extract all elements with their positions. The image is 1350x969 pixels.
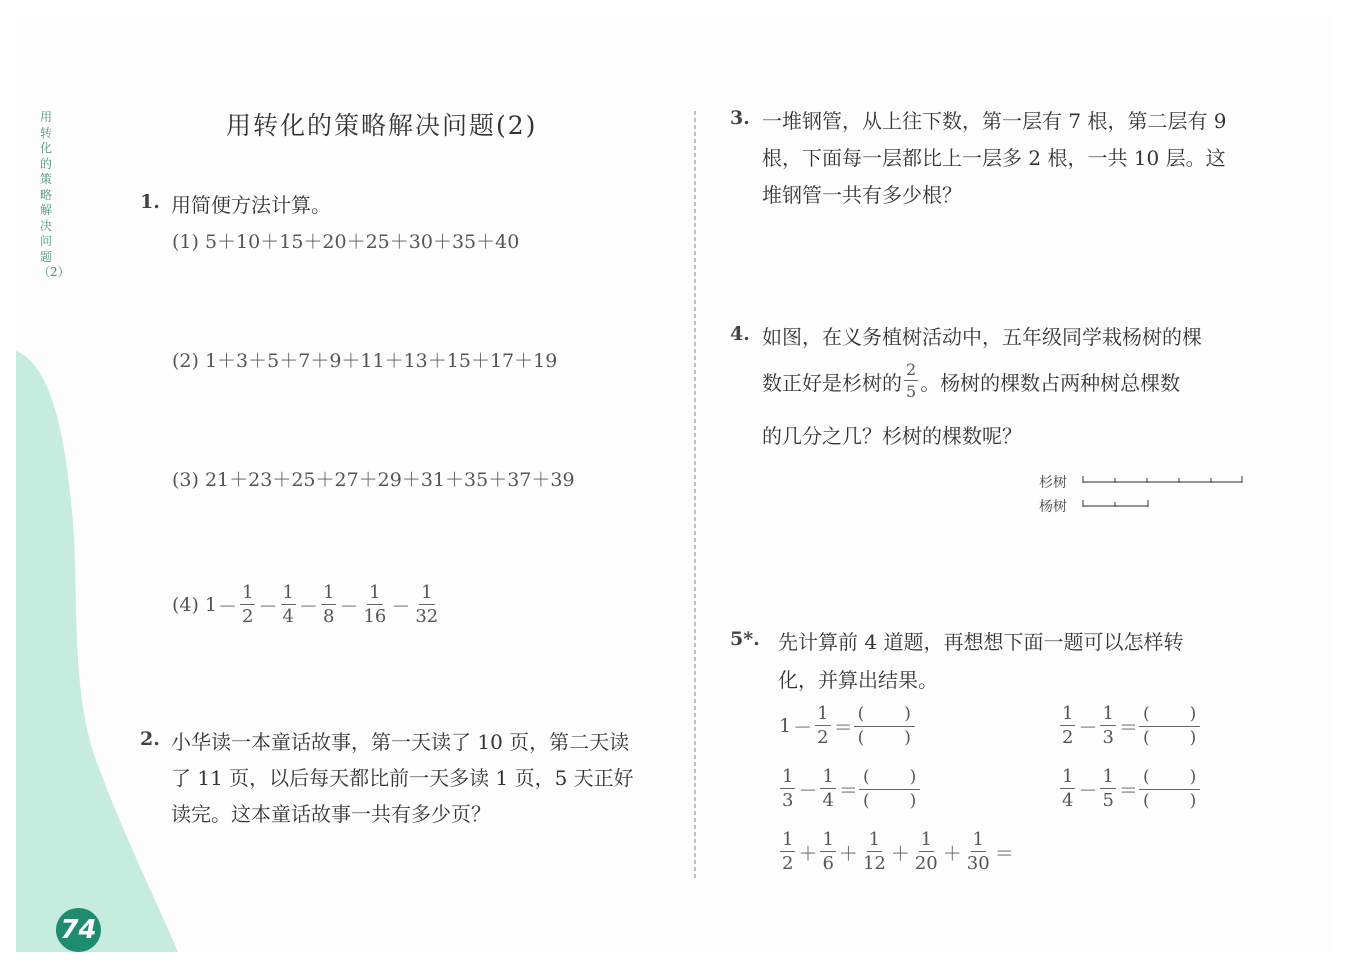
q5-line-1: 先计算前 4 道题，再想想下面一题可以怎样转 bbox=[778, 630, 1184, 654]
q2-line-2: 了 11 页，以后每天都比前一天多读 1 页，5 天正好 bbox=[171, 766, 634, 790]
yang-tree-segment bbox=[1082, 498, 1150, 512]
denominator: 16 bbox=[363, 606, 387, 627]
side-title: 用转化的策略解决问题（2） bbox=[38, 110, 70, 279]
fraction bbox=[1060, 768, 1075, 810]
numerator: 1 bbox=[322, 582, 335, 603]
paren-open: ( bbox=[1142, 727, 1150, 748]
answer-blank bbox=[1139, 703, 1200, 748]
q5-equation-2 bbox=[1058, 705, 1200, 747]
fraction bbox=[780, 831, 795, 873]
fraction bbox=[1060, 705, 1075, 747]
q1-item-3 bbox=[172, 465, 575, 492]
denominator: 5 bbox=[906, 382, 917, 401]
q5-equation-4 bbox=[1058, 768, 1200, 810]
denominator-blank bbox=[1139, 790, 1200, 810]
paren-close: ) bbox=[909, 766, 917, 787]
numerator: 1 bbox=[1102, 766, 1114, 787]
item-expr: 1＋3＋5＋7＋9＋11＋13＋15＋17＋19 bbox=[204, 350, 558, 372]
paren-close: ) bbox=[1189, 703, 1197, 724]
q3-line-3: 堆钢管一共有多少根？ bbox=[762, 183, 962, 207]
denominator: 6 bbox=[822, 853, 834, 874]
q5-equation-1 bbox=[778, 705, 915, 747]
numerator: 1 bbox=[972, 829, 984, 850]
fraction bbox=[820, 831, 835, 873]
answer-blank bbox=[1139, 766, 1200, 811]
minus-sign: － bbox=[258, 595, 278, 618]
denominator-blank bbox=[859, 790, 920, 810]
fraction bbox=[1100, 768, 1115, 810]
minus-sign: － bbox=[1078, 716, 1098, 739]
q1-number: 1. bbox=[140, 191, 160, 213]
plus-sign: ＋ bbox=[838, 842, 858, 865]
plus-sign: ＋ bbox=[890, 842, 910, 865]
equals-sign: ＝ bbox=[1118, 716, 1138, 739]
paren-close: ) bbox=[1189, 727, 1197, 748]
paren-open: ( bbox=[1142, 790, 1150, 811]
fraction bbox=[780, 768, 795, 810]
numerator-blank bbox=[1139, 703, 1200, 727]
q4-line-1: 如图，在义务植树活动中，五年级同学栽杨树的棵 bbox=[762, 325, 1202, 349]
denominator: 30 bbox=[966, 853, 990, 874]
item-expr: 21＋23＋25＋27＋29＋31＋35＋37＋39 bbox=[204, 469, 575, 491]
denominator: 5 bbox=[1102, 790, 1114, 811]
numerator: 1 bbox=[782, 766, 794, 787]
q3-line-1: 一堆钢管，从上往下数，第一层有 7 根，第二层有 9 bbox=[762, 109, 1227, 133]
equals-sign: ＝ bbox=[994, 842, 1014, 865]
numerator: 1 bbox=[782, 829, 794, 850]
fraction bbox=[240, 584, 255, 626]
numerator-blank bbox=[854, 703, 915, 727]
fraction bbox=[861, 831, 888, 873]
numerator: 1 bbox=[421, 582, 433, 603]
numerator: 1 bbox=[369, 582, 381, 603]
numerator-blank bbox=[859, 766, 920, 790]
q2-line-1: 小华读一本童话故事，第一天读了 10 页，第二天读 bbox=[171, 730, 630, 754]
item-label: (2) bbox=[172, 350, 199, 372]
paren-open: ( bbox=[1142, 703, 1150, 724]
equals-sign: ＝ bbox=[1118, 779, 1138, 802]
denominator: 2 bbox=[817, 727, 829, 748]
item-lead: 1 bbox=[204, 594, 218, 616]
fraction bbox=[913, 831, 940, 873]
denominator: 4 bbox=[822, 790, 834, 811]
paren-close: ) bbox=[904, 727, 911, 748]
denominator: 12 bbox=[862, 853, 886, 874]
numerator: 1 bbox=[822, 766, 834, 787]
q1-item-1 bbox=[172, 227, 519, 254]
numerator: 1 bbox=[817, 703, 829, 724]
numerator: 1 bbox=[1062, 766, 1074, 787]
paren-close: ) bbox=[1189, 790, 1197, 811]
numerator: 1 bbox=[242, 582, 254, 603]
plus-sign: ＋ bbox=[942, 842, 962, 865]
q4-line-3: 的几分之几？杉树的棵数呢？ bbox=[762, 424, 1022, 448]
workbook-page bbox=[16, 16, 1332, 952]
paren-close: ) bbox=[904, 703, 911, 724]
denominator: 3 bbox=[782, 790, 794, 811]
numerator: 1 bbox=[920, 829, 933, 850]
q3-number: 3. bbox=[730, 107, 750, 129]
numerator: 2 bbox=[906, 360, 917, 379]
minus-sign: － bbox=[339, 595, 359, 618]
numerator: 1 bbox=[822, 829, 834, 850]
item-label: (3) bbox=[172, 469, 199, 491]
lead-number: 1 bbox=[779, 715, 792, 737]
fraction-two-fifths bbox=[904, 362, 918, 400]
minus-sign: － bbox=[298, 595, 318, 618]
plus-sign: ＋ bbox=[798, 842, 818, 865]
q5-sum-expression bbox=[778, 831, 1015, 873]
answer-blank bbox=[859, 766, 920, 811]
q1-text: 用简便方法计算。 bbox=[171, 193, 331, 217]
page-number-badge: 74 bbox=[56, 908, 101, 952]
page-title: 用转化的策略解决问题(2) bbox=[226, 111, 538, 140]
shan-tree-label: 杉树 bbox=[1039, 475, 1067, 491]
denominator: 32 bbox=[415, 606, 439, 627]
q4-line-2 bbox=[762, 362, 1180, 400]
fraction bbox=[815, 705, 830, 747]
denominator: 4 bbox=[1062, 790, 1074, 811]
item-expr: 5＋10＋15＋20＋25＋30＋35＋40 bbox=[204, 231, 520, 253]
numerator: 1 bbox=[868, 829, 881, 850]
denominator: 3 bbox=[1102, 727, 1114, 748]
denominator: 2 bbox=[1062, 727, 1074, 748]
paren-open: ( bbox=[862, 766, 870, 787]
numerator: 1 bbox=[282, 582, 294, 603]
shan-tree-segment bbox=[1082, 474, 1244, 488]
paren-close: ) bbox=[909, 790, 917, 811]
numerator: 1 bbox=[1062, 703, 1074, 724]
denominator: 2 bbox=[782, 853, 794, 874]
fraction bbox=[361, 584, 388, 626]
minus-sign: － bbox=[218, 595, 238, 618]
q5-equation-3 bbox=[778, 768, 920, 810]
denominator: 4 bbox=[282, 606, 294, 627]
q3-line-2: 根，下面每一层都比上一层多 2 根，一共 10 层。这 bbox=[762, 146, 1226, 170]
denominator-blank bbox=[1139, 727, 1200, 747]
q4-line-2-end: 。杨树的棵数占两种树总棵数 bbox=[920, 370, 1181, 395]
fraction bbox=[321, 584, 336, 626]
item-label: (1) bbox=[172, 231, 199, 253]
paren-open: ( bbox=[862, 790, 870, 811]
numerator-blank bbox=[1139, 766, 1200, 790]
fraction bbox=[820, 768, 835, 810]
minus-sign: － bbox=[793, 716, 813, 739]
minus-sign: － bbox=[798, 779, 818, 802]
q1-item-2 bbox=[172, 346, 557, 373]
minus-sign: － bbox=[391, 595, 411, 618]
q5-line-2: 化，并算出结果。 bbox=[778, 668, 938, 692]
q2-line-3: 读完。这本童话故事一共有多少页？ bbox=[171, 802, 491, 826]
minus-sign: － bbox=[1078, 779, 1098, 802]
yang-tree-label: 杨树 bbox=[1039, 499, 1067, 515]
q4-number: 4. bbox=[730, 323, 750, 345]
paren-open: ( bbox=[1142, 766, 1150, 787]
denominator: 20 bbox=[914, 853, 938, 874]
fraction bbox=[413, 584, 440, 626]
q5-number: 5*. bbox=[730, 628, 760, 650]
paren-open: ( bbox=[857, 703, 865, 724]
numerator: 1 bbox=[1102, 703, 1114, 724]
equals-sign: ＝ bbox=[833, 716, 853, 739]
denominator-blank bbox=[854, 727, 915, 747]
q4-line-2-start: 数正好是杉树的 bbox=[762, 370, 902, 395]
q1-item-4 bbox=[172, 584, 442, 626]
denominator: 8 bbox=[322, 606, 335, 627]
fraction bbox=[1100, 705, 1115, 747]
item-label: (4) bbox=[172, 594, 199, 616]
paren-open: ( bbox=[857, 727, 865, 748]
fraction bbox=[965, 831, 992, 873]
paren-close: ) bbox=[1189, 766, 1197, 787]
q2-number: 2. bbox=[140, 728, 160, 750]
fraction bbox=[281, 584, 296, 626]
answer-blank bbox=[854, 703, 915, 748]
denominator: 2 bbox=[242, 606, 254, 627]
equals-sign: ＝ bbox=[838, 779, 858, 802]
